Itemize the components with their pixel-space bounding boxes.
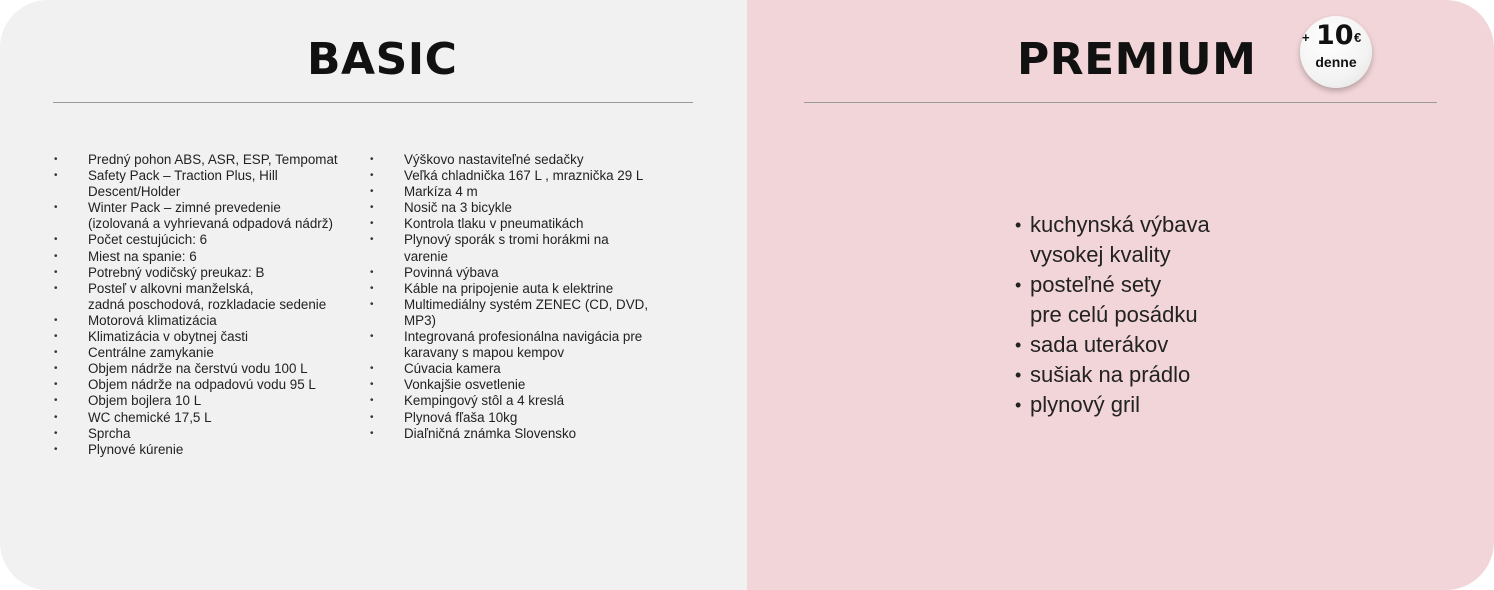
item-text: Počet cestujúcich: 6 <box>88 232 208 248</box>
basic-feature-item <box>370 426 666 442</box>
item-text: Klimatizácia v obytnej časti <box>88 329 249 345</box>
bullet-icon: • <box>54 250 58 262</box>
basic-feature-item <box>370 281 666 297</box>
item-text: Diaľničná známka Slovensko <box>404 425 577 441</box>
bullet-icon: • <box>370 202 374 214</box>
badge-plus: + <box>1302 30 1310 45</box>
basic-feature-item <box>54 200 354 232</box>
bullet-icon: • <box>54 363 58 375</box>
item-text: Objem bojlera 10 L <box>88 393 202 409</box>
item-text: Povinná výbava <box>404 264 499 280</box>
basic-feature-item <box>370 216 666 232</box>
basic-feature-item <box>370 232 666 264</box>
item-text: Káble na pripojenie auta k elektrine <box>404 280 614 296</box>
item-text: varenie <box>404 248 448 264</box>
basic-feature-item <box>370 184 666 200</box>
item-text: Descent/Holder <box>88 184 181 200</box>
bullet-icon: • <box>370 395 374 407</box>
basic-feature-item <box>54 426 354 442</box>
basic-feature-item <box>54 393 354 409</box>
basic-feature-item <box>54 313 354 329</box>
premium-title: PREMIUM <box>1017 34 1257 85</box>
item-text: zadná poschodová, rozkladacie sedenie <box>88 296 327 312</box>
item-text: Safety Pack – Traction Plus, Hill <box>88 168 278 184</box>
item-text: Plynové kúrenie <box>88 441 184 457</box>
basic-feature-item <box>54 265 354 281</box>
item-text: Centrálne zamykanie <box>88 345 214 361</box>
bullet-icon: • <box>54 154 58 165</box>
bullet-icon: • <box>370 331 374 343</box>
badge-currency: € <box>1354 30 1362 45</box>
premium-extra-item <box>1015 360 1210 390</box>
item-text: Multimediálny systém ZENEC (CD, DVD, <box>404 296 649 312</box>
item-text: Výškovo nastaviteľné sedačky <box>404 152 584 167</box>
basic-feature-item <box>54 345 354 361</box>
bullet-icon: • <box>54 314 58 326</box>
item-text: Winter Pack – zimné prevedenie <box>88 200 281 216</box>
basic-feature-item <box>54 377 354 393</box>
basic-feature-item <box>370 410 666 426</box>
badge-period: denne <box>1315 54 1357 70</box>
bullet-icon: • <box>370 282 374 294</box>
basic-feature-item <box>54 410 354 426</box>
bullet-icon: • <box>370 186 374 198</box>
bullet-icon: • <box>370 411 374 423</box>
basic-feature-item <box>370 377 666 393</box>
basic-feature-item <box>54 329 354 345</box>
item-text: Integrovaná profesionálna navigácia pre <box>404 329 643 345</box>
basic-feature-item <box>370 361 666 377</box>
item-text: Miest na spanie: 6 <box>88 248 197 264</box>
premium-extra-item <box>1015 330 1210 360</box>
basic-divider <box>53 102 693 103</box>
basic-feature-item <box>370 297 666 329</box>
bullet-icon: • <box>1015 275 1022 295</box>
bullet-icon: • <box>54 234 58 246</box>
item-text: WC chemické 17,5 L <box>88 409 212 425</box>
bullet-icon: • <box>54 282 58 294</box>
item-text: Objem nádrže na odpadovú vodu 95 L <box>88 377 316 393</box>
bullet-icon: • <box>370 266 374 278</box>
item-text: sušiak na prádlo <box>1030 362 1191 387</box>
premium-divider <box>804 102 1437 103</box>
item-text: Markíza 4 m <box>404 184 478 200</box>
item-text: Motorová klimatizácia <box>88 312 217 328</box>
bullet-icon: • <box>1015 365 1022 385</box>
badge-amount: 10 <box>1316 20 1354 51</box>
bullet-icon: • <box>370 427 374 439</box>
basic-feature-item <box>370 200 666 216</box>
basic-feature-item <box>370 329 666 361</box>
bullet-icon: • <box>54 443 58 455</box>
item-text: Kempingový stôl a 4 kreslá <box>404 393 565 409</box>
basic-feature-item <box>370 393 666 409</box>
bullet-icon: • <box>54 379 58 391</box>
item-text: Plynová fľaša 10kg <box>404 409 518 425</box>
basic-feature-item <box>54 249 354 265</box>
bullet-icon: • <box>1015 215 1022 235</box>
item-text: posteľné sety <box>1030 272 1162 297</box>
item-text: Veľká chladnička 167 L , mraznička 29 L <box>404 168 644 184</box>
premium-extras-list <box>1015 210 1210 420</box>
item-text: Predný pohon ABS, ASR, ESP, Tempomat <box>88 152 338 167</box>
bullet-icon: • <box>370 298 374 310</box>
premium-extra-item <box>1015 270 1210 330</box>
basic-title: BASIC <box>307 34 458 85</box>
item-text: Potrebný vodičský preukaz: B <box>88 264 265 280</box>
basic-feature-item <box>54 361 354 377</box>
basic-feature-item <box>370 265 666 281</box>
bullet-icon: • <box>54 347 58 359</box>
item-text: plynový gril <box>1030 392 1141 417</box>
item-text: Kontrola tlaku v pneumatikách <box>404 216 584 232</box>
bullet-icon: • <box>1015 335 1022 355</box>
bullet-icon: • <box>370 154 374 165</box>
item-text: Objem nádrže na čerstvú vodu 100 L <box>88 361 308 377</box>
basic-feature-item <box>54 168 354 200</box>
basic-feature-item <box>54 152 354 168</box>
bullet-icon: • <box>370 234 374 246</box>
item-text: (izolovaná a vyhrievaná odpadová nádrž) <box>88 216 333 232</box>
item-text: MP3) <box>404 312 436 328</box>
basic-feature-item <box>370 152 666 168</box>
bullet-icon: • <box>54 395 58 407</box>
item-text: pre celú posádku <box>1030 302 1198 327</box>
basic-feature-item <box>54 232 354 248</box>
bullet-icon: • <box>54 427 58 439</box>
premium-extra-item <box>1015 390 1210 420</box>
basic-feature-item <box>370 168 666 184</box>
bullet-icon: • <box>54 202 58 214</box>
premium-panel <box>747 0 1494 590</box>
bullet-icon: • <box>54 411 58 423</box>
item-text: Sprcha <box>88 425 131 441</box>
basic-feature-list-right <box>370 152 666 442</box>
basic-feature-list-left <box>54 152 354 458</box>
bullet-icon: • <box>370 363 374 375</box>
basic-feature-item <box>54 442 354 458</box>
bullet-icon: • <box>54 331 58 343</box>
item-text: Vonkajšie osvetlenie <box>404 377 526 393</box>
item-text: Nosič na 3 bicykle <box>404 200 512 216</box>
premium-extra-item <box>1015 210 1210 270</box>
bullet-icon: • <box>370 379 374 391</box>
basic-feature-item <box>54 281 354 313</box>
bullet-icon: • <box>370 218 374 230</box>
bullet-icon: • <box>54 170 58 182</box>
bullet-icon: • <box>1015 395 1022 415</box>
item-text: Posteľ v alkovni manželská, <box>88 280 254 296</box>
item-text: sada uterákov <box>1030 332 1169 357</box>
bullet-icon: • <box>370 170 374 182</box>
bullet-icon: • <box>54 266 58 278</box>
price-badge <box>1300 16 1372 88</box>
item-text: vysokej kvality <box>1030 242 1171 267</box>
item-text: karavany s mapou kempov <box>404 345 565 361</box>
item-text: kuchynská výbava <box>1030 212 1210 237</box>
item-text: Plynový sporák s tromi horákmi na <box>404 232 609 248</box>
item-text: Cúvacia kamera <box>404 361 501 377</box>
